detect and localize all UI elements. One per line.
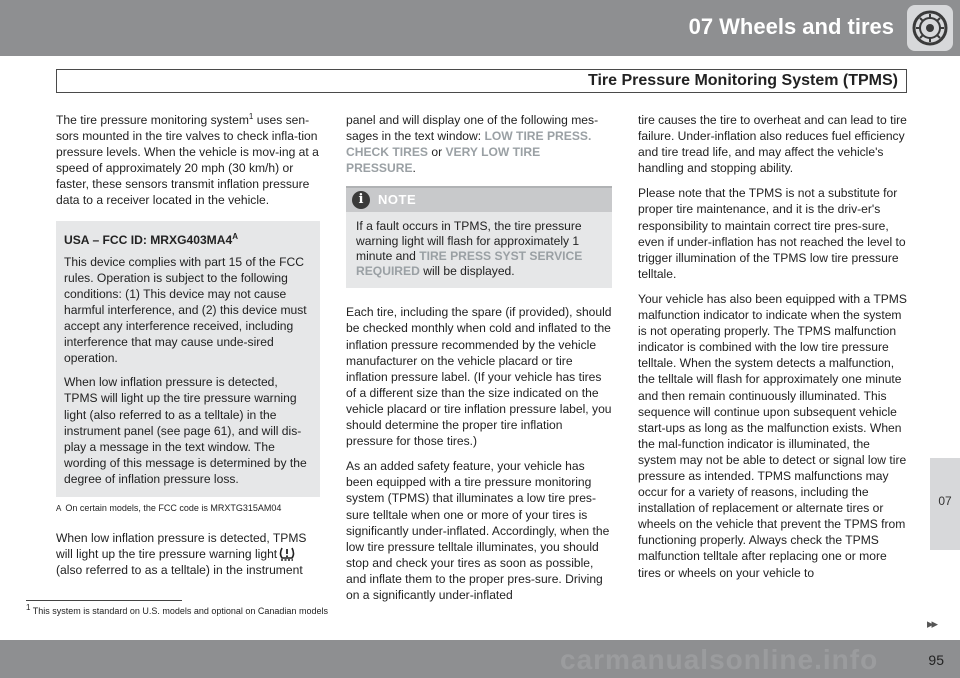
closing-text: When low inflation pressure is detected, TPMS will light up the tire pressure warning light bbox=[56, 530, 307, 562]
messages-or: or bbox=[427, 145, 446, 160]
watermark: carmanualsonline.info bbox=[560, 644, 879, 675]
message-service-required: TIRE PRESS SYST SERVICE REQUIRED bbox=[356, 249, 583, 279]
note-body bbox=[346, 212, 612, 288]
section-title: Tire Pressure Monitoring System (TPMS) bbox=[588, 72, 898, 89]
chapter-title: 07 Wheels and tires bbox=[688, 14, 894, 39]
footnote-a-text: On certain models, the FCC code is MRXTG315AM04 bbox=[65, 502, 282, 513]
page-number: 95 bbox=[928, 652, 944, 668]
column-2 bbox=[346, 112, 612, 612]
section-header bbox=[56, 69, 907, 93]
underinflation-paragraph: tire causes the tire to overheat and can lead to tire failure. Under-inflation also reduces fuel efficiency and tire tread life, and may affect the vehicle's handling and stopping ability. bbox=[638, 113, 907, 176]
footnote-divider bbox=[26, 600, 182, 601]
messages-end: . bbox=[412, 161, 416, 176]
tire-pressure-warning-icon bbox=[279, 546, 295, 561]
continued-arrows-icon: ▸▸ bbox=[927, 616, 937, 631]
side-tab-label: 07 bbox=[938, 494, 952, 508]
messages-paragraph bbox=[346, 112, 612, 176]
column-1 bbox=[56, 112, 320, 587]
fcc-title-text: USA – FCC ID: MRXG403MA4 bbox=[64, 232, 233, 247]
maintenance-paragraph: Please note that the TPMS is not a substitute for proper tire maintenance, and it is the driv-er's responsibility to maintain correct tire pres-sure, even if under-inflation has not reached the level to trigger illumination of the TPMS low tire pressure telltale. bbox=[638, 186, 906, 281]
intro-paragraph bbox=[56, 112, 320, 209]
fcc-notice-box bbox=[56, 221, 320, 497]
fcc-footnote-ref: A bbox=[232, 231, 239, 241]
fcc-paragraph-2: When low inflation pressure is detected, TPMS will light up the tire pressure warning light (also referred to as a telltale) in the instrument panel (see page 61), and will dis-play a message in the text window. The wording of this message is determined by the degree of inflation pressure loss. bbox=[64, 375, 307, 486]
closing-paragraph bbox=[56, 530, 320, 578]
info-icon: i bbox=[352, 191, 370, 209]
intro-text-cont: uses sen-sors mounted in the tire valves to check infla-tion pressure levels. When the vehicle is mov-ing at a speed of approximately 20 mph (30 km/h) or faster, these sensors transmit inflation pressure data to a receiver located in the vehicle. bbox=[56, 113, 319, 208]
footnote-1 bbox=[26, 603, 328, 616]
footnote-1-text: This system is standard on U.S. models and optional on Canadian models bbox=[32, 606, 328, 616]
safety-feature-paragraph: As an added safety feature, your vehicle has been equipped with a tire pressure monitoring system (TPMS) that illuminates a low tire pres-sure telltale when one or more of your tires is significantly under-inflated. Accordingly, when the low tire pressure telltale illuminates, you should stop and check your tires as soon as possible, and inflate them to the proper pres-sure. Driving on a significantly under-inflated bbox=[346, 459, 610, 602]
note-label: NOTE bbox=[378, 192, 417, 208]
messages-text: panel and will display one of the following mes-sages in the text window: bbox=[346, 113, 599, 144]
tire-icon bbox=[907, 5, 953, 51]
check-tires-paragraph: Each tire, including the spare (if provided), should be checked monthly when cold and inflated to the inflation pressure recommended by the vehicle manufacturer on the vehicle placard or tire inflation pressure label. (If your vehicle has tires of a different size than the size indicated on the vehicle placard or tire inflation pressure label, you should determine the proper tire inflation pressure for those tires.) bbox=[346, 305, 612, 449]
chapter-side-tab bbox=[930, 458, 960, 550]
malfunction-paragraph: Your vehicle has also been equipped with a TPMS malfunction indicator to indicate when the system is not operating properly. The TPMS malfunction indicator is combined with the low tire pressure telltale. When the system detects a malfunction, the telltale will flash for approximately one minute and then remain continuously illuminated. This sequence will continue upon subsequent vehicle start-ups as long as the malfunction exists. When the mal-function indicator is illuminated, the system may not be able to detect or signal low tire pressure as intended. TPMS malfunctions may occur for a variety of reasons, including the installation of replacement or alternate tires or wheels on the vehicle that prevent the TPMS from functioning properly. Always check the TPMS malfunction telltale after replacing one or more tires or wheels on your vehicle to bbox=[638, 291, 907, 580]
message-low-tire-press: LOW TIRE PRESS. CHECK TIRES bbox=[346, 129, 592, 160]
note-text-end: will be displayed. bbox=[419, 264, 515, 279]
note-header bbox=[346, 188, 612, 212]
closing-text-cont: (also referred to as a telltale) in the instrument bbox=[56, 563, 303, 578]
fcc-title bbox=[64, 232, 312, 248]
note-text: If a fault occurs in TPMS, the tire pressure warning light will flash for approximately 1 minute and bbox=[356, 219, 582, 264]
note-box bbox=[346, 186, 612, 288]
footnote-a-marker: A bbox=[56, 503, 62, 513]
fcc-paragraph-1: This device complies with part 15 of the FCC rules. Operation is subject to the following conditions: (1) This device may not cause harmful interference, and (2) this device must accept any interference received, including interference that may cause unde-sired operation. bbox=[64, 254, 307, 366]
footnote-a bbox=[56, 503, 320, 514]
column-3 bbox=[638, 112, 908, 590]
intro-text: The tire pressure monitoring system bbox=[56, 113, 249, 127]
message-very-low-tire-pressure: VERY LOW TIRE PRESSURE bbox=[346, 145, 541, 176]
footnote-ref: 1 bbox=[248, 111, 254, 121]
footnote-1-marker: 1 bbox=[26, 603, 31, 612]
